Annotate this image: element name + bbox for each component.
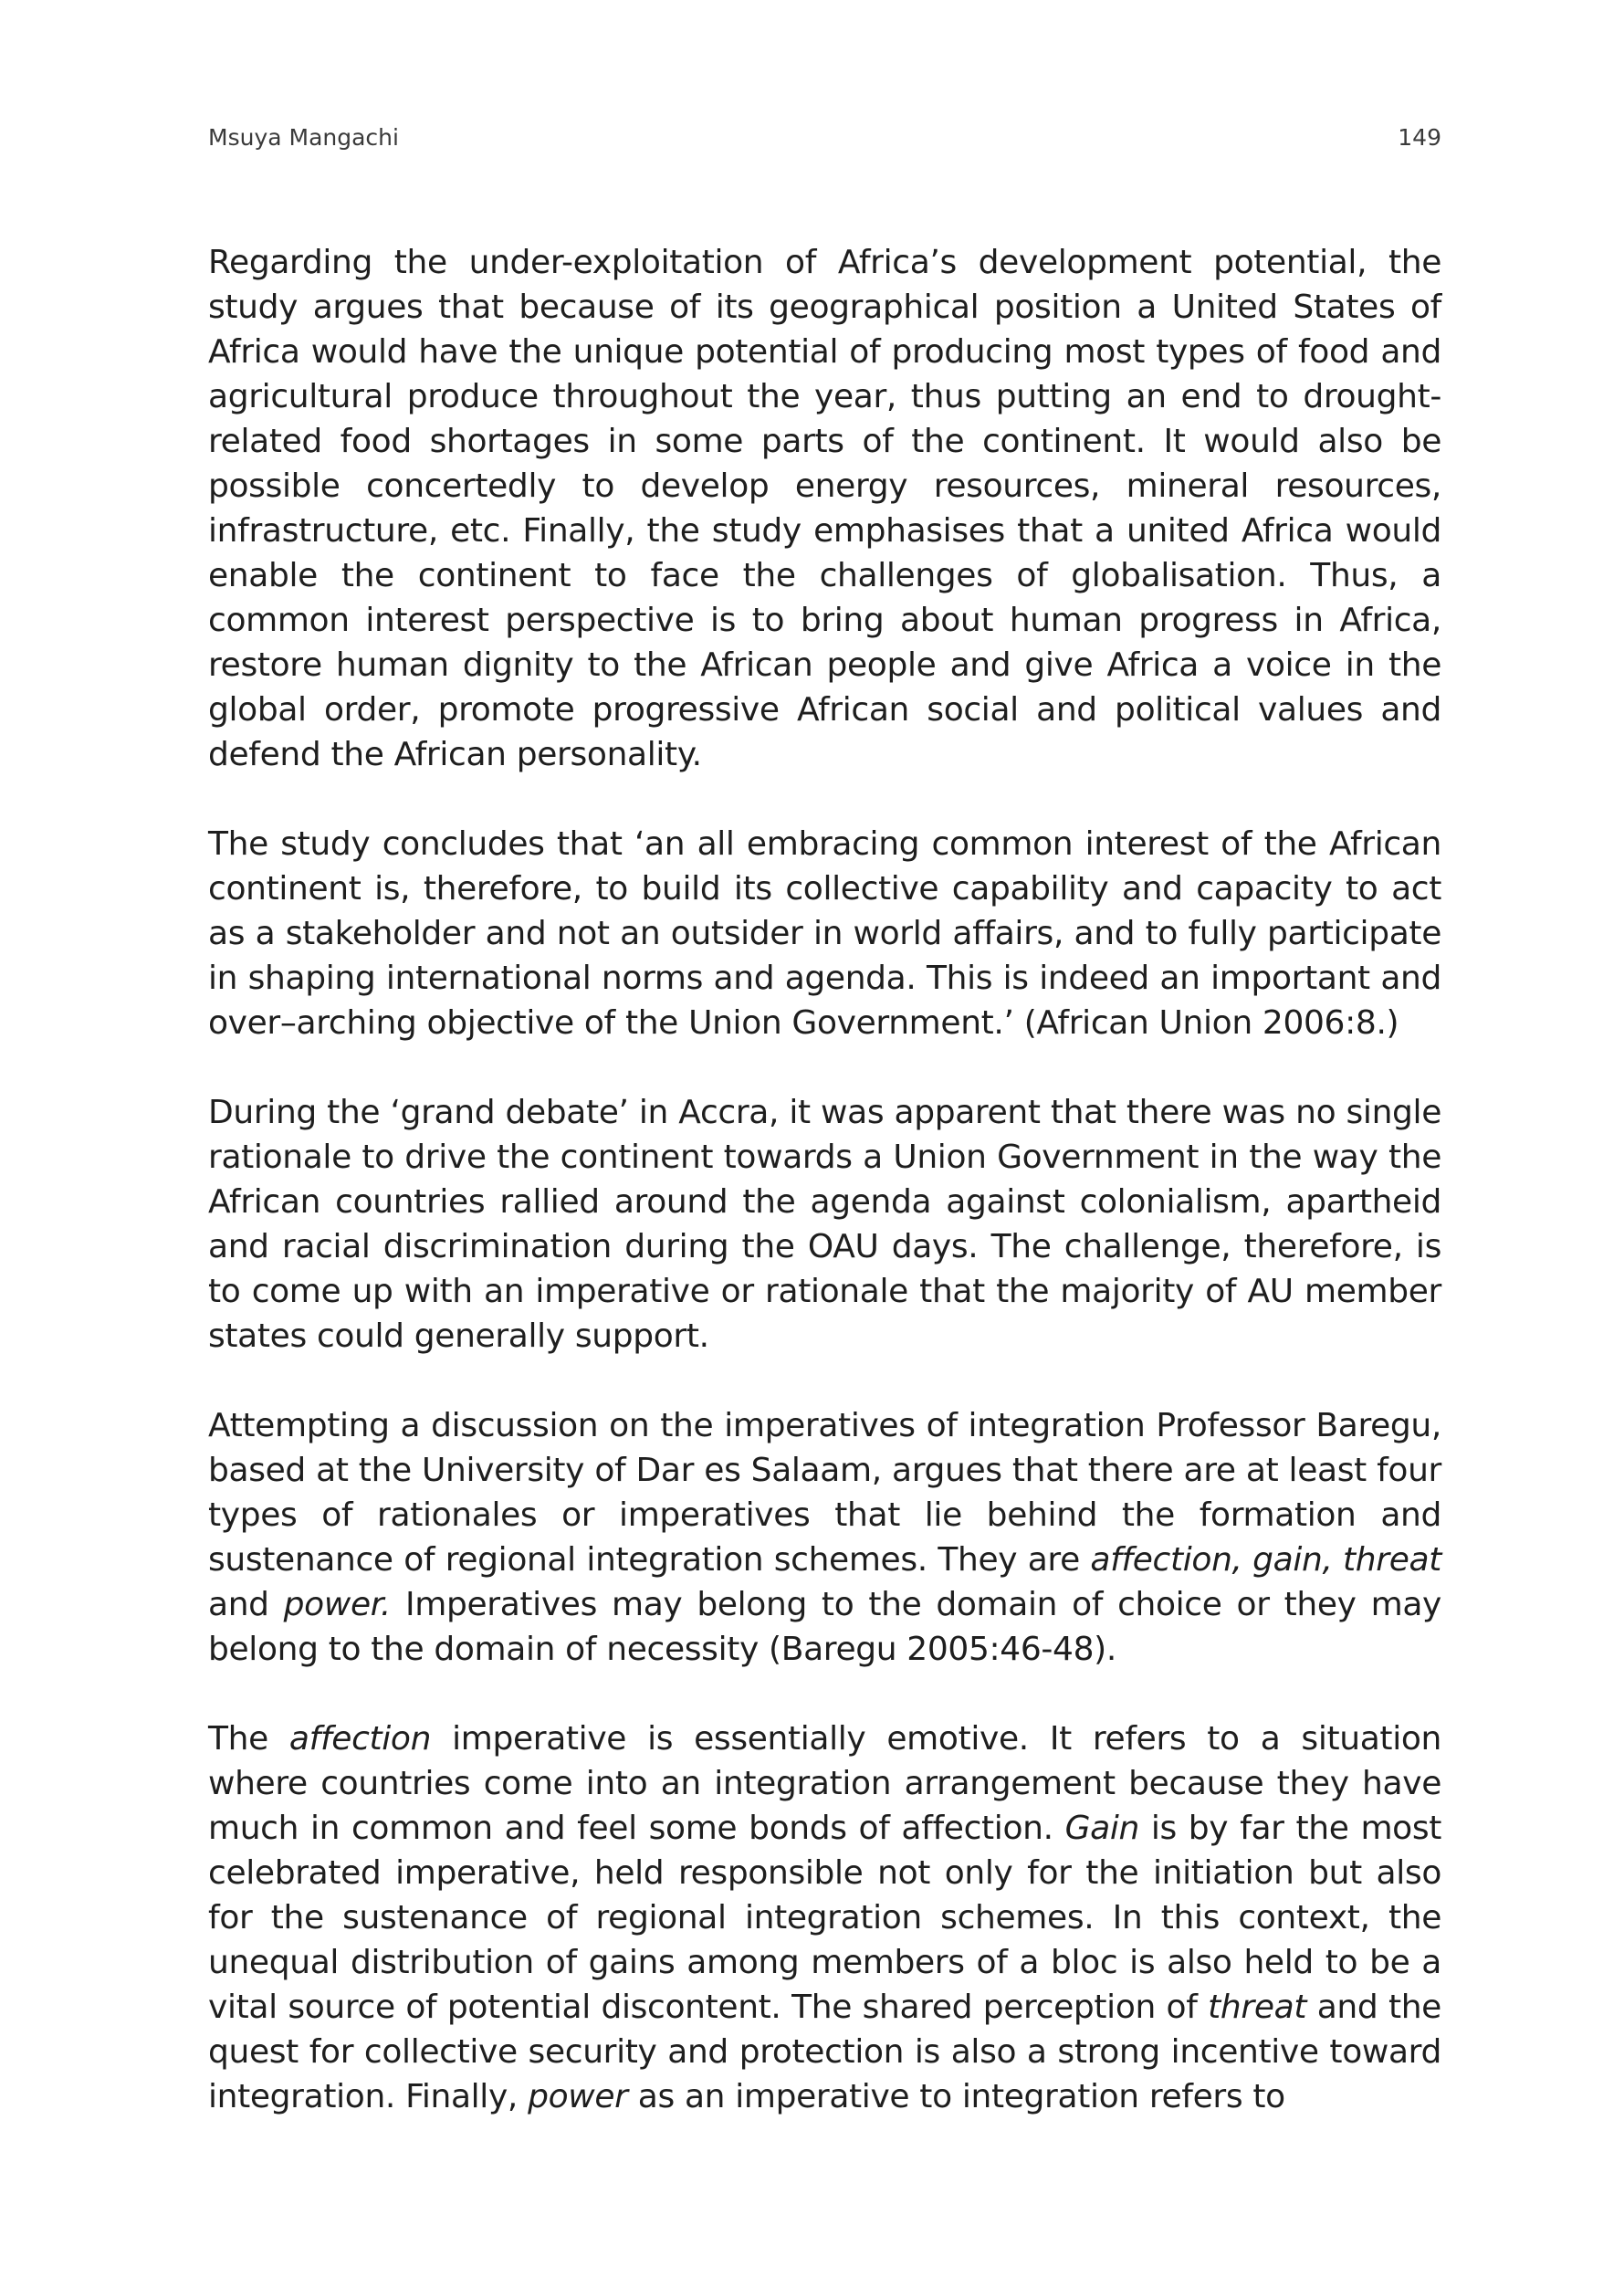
paragraph	[208, 1403, 1441, 1672]
italic-term: power	[528, 2078, 628, 2115]
italic-term: power.	[283, 1586, 391, 1623]
text-run: Regarding the under-exploitation of Africa’s development potential, the study argues that because of its geographical position a United States of Africa would have the unique potential of producing most types of food and agricultural produce throughout the year, thus putting an end to drought-related food shortages in some parts of the continent. It would also be possible concertedly to develop energy resources, mineral resources, infrastructure, etc. Finally, the study emphasises that a united Africa would enable the continent to face the challenges of globalisation. Thus, a common interest perspective is to bring about human progress in Africa, restore human dignity to the African people and give Africa a voice in the global order, promote progressive African social and political values and defend the African personality.	[208, 244, 1441, 773]
text-run: Imperatives may belong to the domain of choice or they may belong to the domain of necessity (Baregu 2005:46-48).	[208, 1586, 1441, 1668]
text-run: Attempting a discussion on the imperatives of integration Professor Baregu, based at the University of Dar es Salaam, argues that there are at least four types of rationales or imperatives that lie behind the formation and sustenance of regional integration schemes. They are	[208, 1407, 1441, 1579]
text-run: and the quest for collective security and protection is also a strong incentive toward integration. Finally,	[208, 1989, 1441, 2115]
italic-term: affection, gain, threat	[1090, 1541, 1441, 1579]
text-run: is by far the most celebrated imperative, held responsible not only for the initiation but also for the sustenance of regional integration schemes. In this context, the unequal distribution of gains among members of a bloc is also held to be a vital source of potential discontent. The shared perception of	[208, 1810, 1442, 2026]
italic-term: affection	[288, 1720, 432, 1758]
text-run: The study concludes that ‘an all embracing common interest of the African continent is, therefore, to build its collective capability and capacity to act as a stakeholder and not an outsider in world affairs, and to fully participate in shaping international norms and agenda. This is indeed an important and over–arching objective of the Union Government.’ (African Union 2006:8.)	[208, 825, 1441, 1042]
italic-term: Gain	[1064, 1810, 1139, 1847]
text-run: During the ‘grand debate’ in Accra, it was apparent that there was no single rationale to drive the continent towards a Union Government in the way the African countries rallied around the agenda against colonialism, apartheid and racial discrimination during the OAU days. The challenge, therefore, is to come up with an imperative or rationale that the majority of AU member states could generally support.	[208, 1094, 1441, 1355]
text-run: as an imperative to integration refers to	[627, 2078, 1285, 2115]
italic-term: threat	[1208, 1989, 1307, 2026]
paragraph	[208, 1090, 1441, 1359]
text-run: The	[208, 1720, 289, 1758]
paragraph	[208, 822, 1441, 1045]
body-text	[208, 240, 1441, 2119]
paragraph	[208, 240, 1441, 777]
running-header	[208, 124, 1441, 161]
text-run: and	[208, 1586, 284, 1623]
text-run: imperative is essentially emotive. It refers to a situation where countries come into an integration arrangement because they have much in common and feel some bonds of affection.	[208, 1720, 1441, 1847]
paragraph	[208, 1716, 1441, 2119]
running-header-author: Msuya Mangachi	[208, 124, 399, 151]
page-number: 149	[1398, 124, 1441, 151]
